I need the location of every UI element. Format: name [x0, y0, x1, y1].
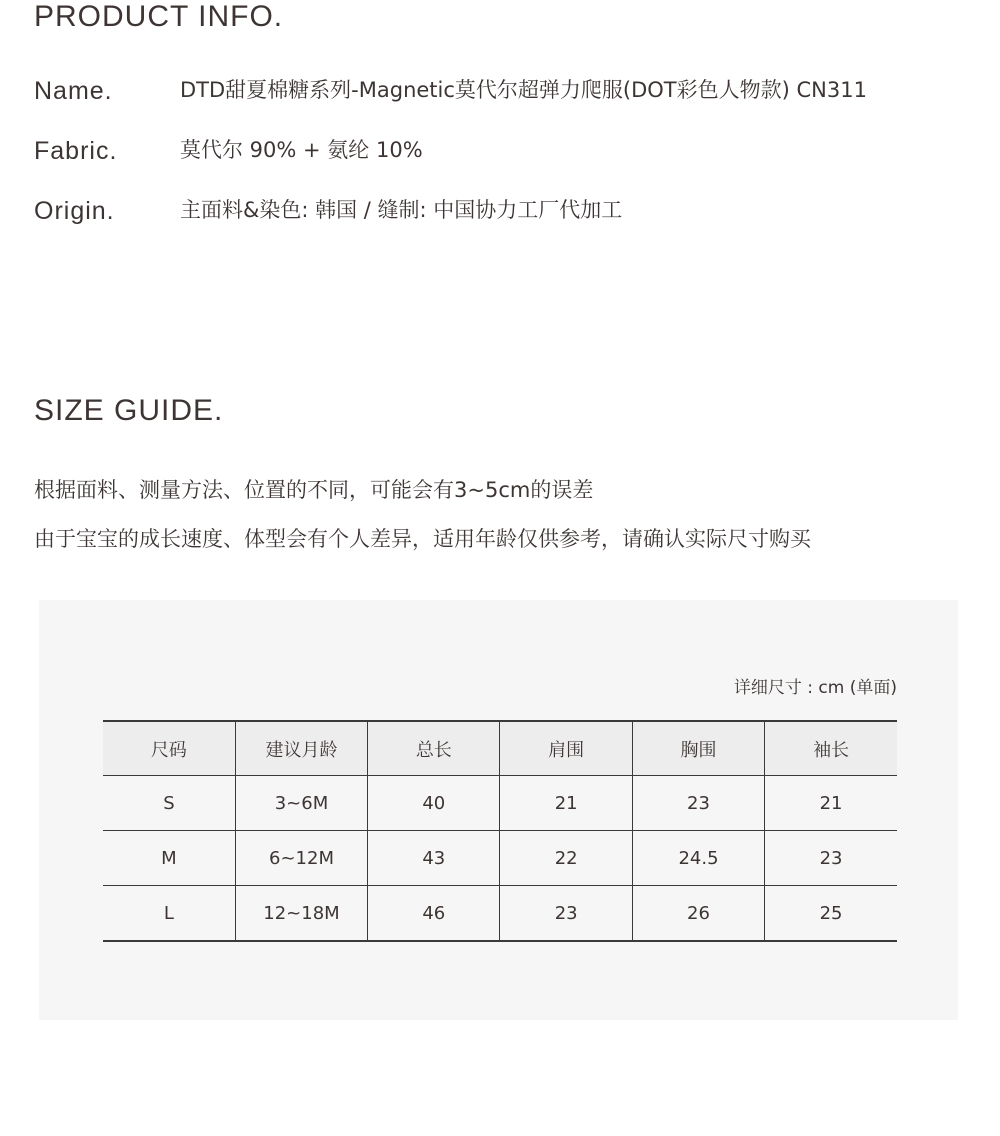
origin-value: 主面料&染色: 韩国 / 缝制: 中国协力工厂代加工 [180, 198, 623, 222]
product-info-title: PRODUCT INFO. [34, 0, 284, 33]
table-cell: 3~6M [235, 776, 367, 831]
table-cell: 23 [765, 831, 897, 886]
size-note-tolerance: 根据面料、测量方法、位置的不同，可能会有3~5cm的误差 [34, 478, 594, 502]
header-size: 尺码 [103, 721, 235, 776]
table-cell: 22 [500, 831, 632, 886]
size-table [103, 720, 897, 942]
info-row-origin [34, 193, 974, 229]
header-total-length: 总长 [368, 721, 500, 776]
unit-note: 详细尺寸 : cm (单面) [733, 678, 897, 698]
size-table-panel [39, 600, 958, 1020]
table-cell: 23 [632, 776, 764, 831]
size-note-age-reference: 由于宝宝的成长速度、体型会有个人差异，适用年龄仅供参考，请确认实际尺寸购买 [34, 527, 811, 551]
name-value: DTD甜夏棉糖系列-Magnetic莫代尔超弹力爬服(DOT彩色人物款) CN311 [180, 78, 867, 102]
fabric-label: Fabric. [34, 137, 118, 165]
table-row [103, 831, 897, 886]
table-cell: S [103, 776, 235, 831]
header-shoulder: 肩围 [500, 721, 632, 776]
header-chest: 胸围 [632, 721, 764, 776]
info-row-name [34, 73, 974, 109]
fabric-value: 莫代尔 90% + 氨纶 10% [180, 138, 423, 162]
header-age: 建议月龄 [235, 721, 367, 776]
size-table-header-row [103, 721, 897, 776]
table-row [103, 776, 897, 831]
table-cell: 25 [765, 886, 897, 942]
size-guide-title: SIZE GUIDE. [34, 394, 224, 427]
table-cell: M [103, 831, 235, 886]
table-cell: 21 [500, 776, 632, 831]
origin-label: Origin. [34, 197, 115, 225]
table-cell: 26 [632, 886, 764, 942]
table-cell: 43 [368, 831, 500, 886]
table-cell: 24.5 [632, 831, 764, 886]
table-cell: 40 [368, 776, 500, 831]
header-sleeve: 袖长 [765, 721, 897, 776]
table-cell: 23 [500, 886, 632, 942]
table-cell: 12~18M [235, 886, 367, 942]
table-cell: 46 [368, 886, 500, 942]
table-row [103, 886, 897, 942]
info-row-fabric [34, 133, 974, 169]
name-label: Name. [34, 77, 113, 105]
table-cell: 21 [765, 776, 897, 831]
table-cell: L [103, 886, 235, 942]
table-cell: 6~12M [235, 831, 367, 886]
